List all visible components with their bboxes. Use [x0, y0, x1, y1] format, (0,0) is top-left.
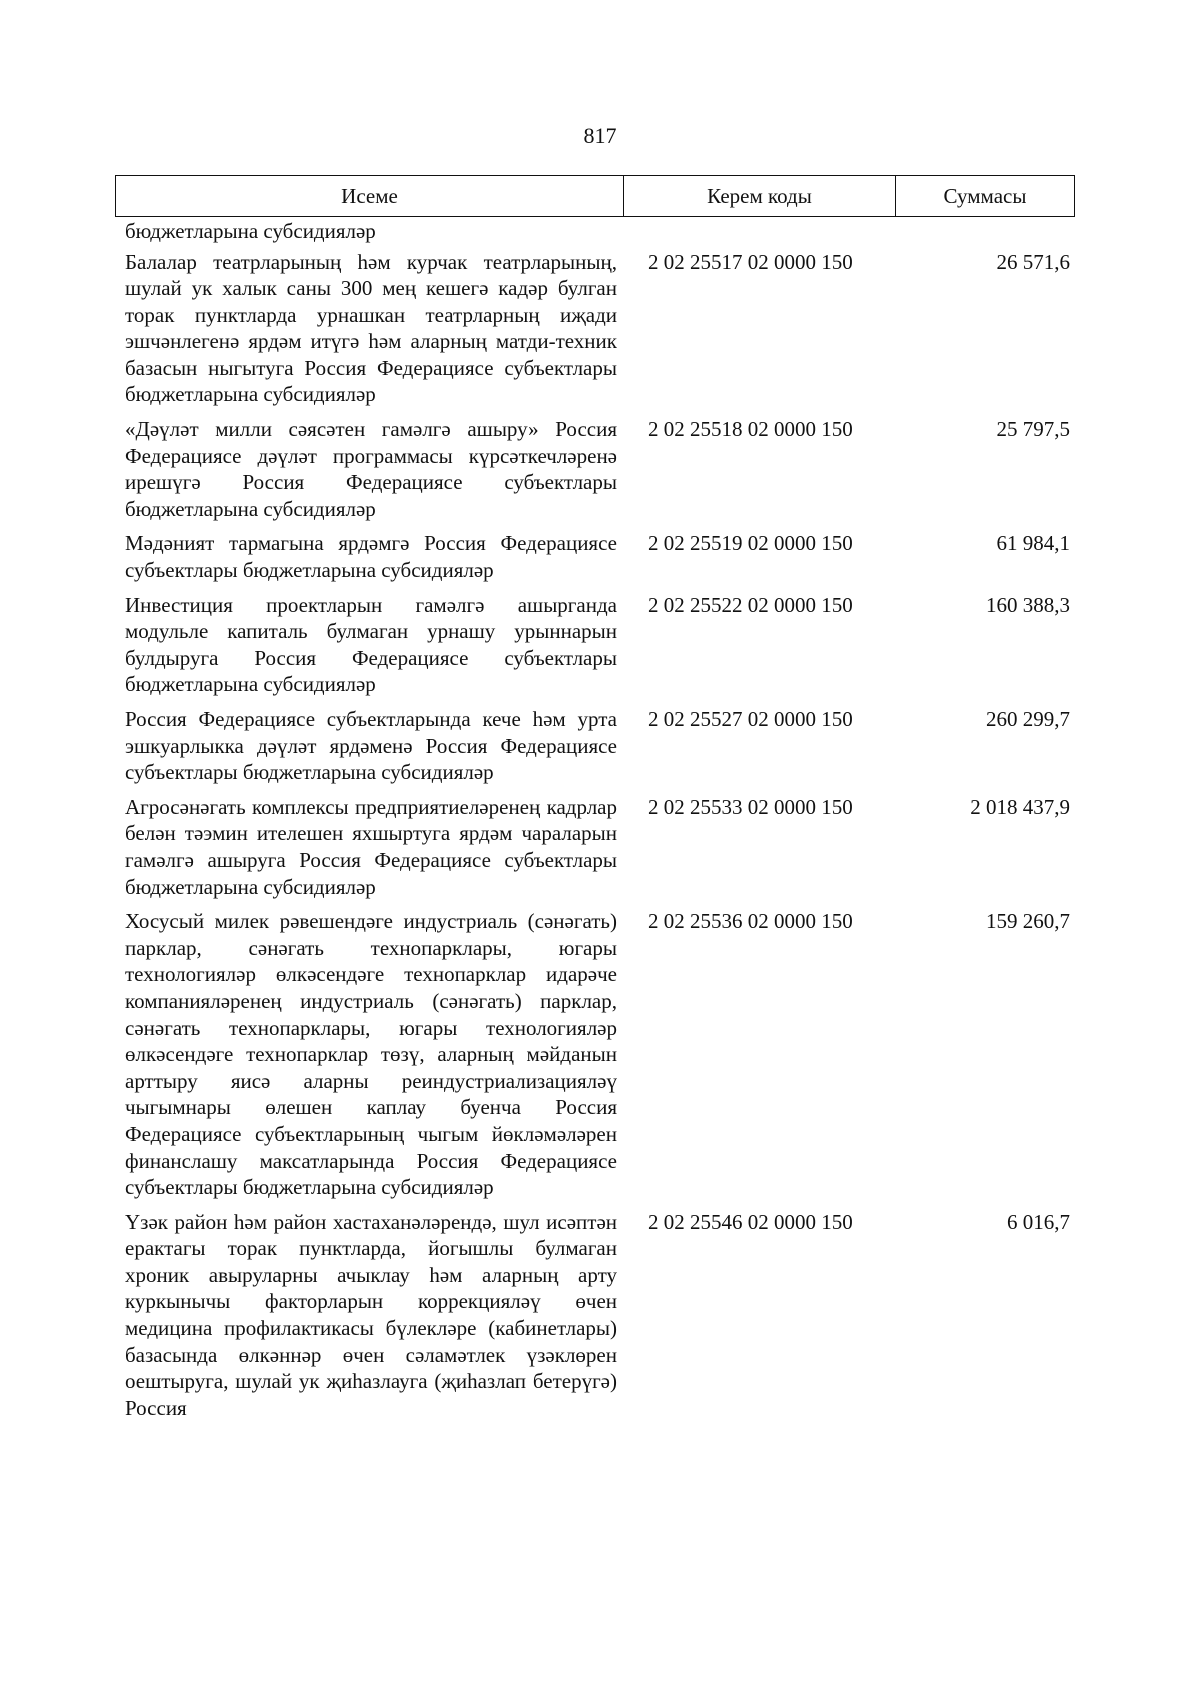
row-code: 2 02 25517 02 0000 150 [648, 249, 853, 274]
table-row [0, 416, 1200, 522]
column-header-sum: Суммасы [943, 183, 1027, 208]
row-sum: 61 984,1 [996, 531, 1070, 556]
table-row [0, 249, 1200, 409]
row-code: 2 02 25527 02 0000 150 [648, 707, 853, 731]
row-code: 2 02 25518 02 0000 150 [648, 417, 853, 442]
row-name: Үзәк район һәм район хастаханәләрендә, шул исәптән ерактагы торак пунктларда, йогышлы булмаган хроник авыруларны ачыклау һәм аларның арту куркынычы факторларын коррекцияләү өчен медицина профилактикасы бүлекләре (кабинетлары) базасында өлкәннәр өчен сәламәтлек үзәклөрен оештыруга, шулай ук җиһазлауга (җиһазлап бетерүгә) Россия [125, 1209, 617, 1420]
row-sum: 160 388,3 [986, 592, 1070, 617]
row-name: «Дәүләт милли сәясәтен гамәлгә ашыру» Россия Федерациясе дәүләт программасы күрсәткечләренә ирешүгә Россия Федерациясе субъектлары бюджетларына субсидияләр [125, 417, 617, 521]
page-number: 817 [583, 123, 617, 148]
row-sum: 159 260,7 [986, 909, 1070, 934]
row-code: 2 02 25536 02 0000 150 [648, 909, 853, 934]
table-row [0, 592, 1200, 698]
row-code: 2 02 25546 02 0000 150 [648, 1209, 853, 1234]
row-code: 2 02 25533 02 0000 150 [648, 794, 853, 819]
table-body [0, 218, 1200, 1429]
row-code: 2 02 25522 02 0000 150 [648, 592, 853, 617]
row-sum: 25 797,5 [996, 417, 1070, 442]
table-row [0, 908, 1200, 1201]
table-row [0, 1209, 1200, 1422]
row-name: Россия Федерациясе субъектларында кече һәм урта эшкуарлыкка дәүләт ярдәменә Россия Федерациясе субъектлары бюджетларына субсидияләр [125, 707, 617, 785]
table-header [115, 175, 1075, 217]
row-name: Балалар театрларының һәм курчак театрларының, шулай ук халык саны 300 мең кешегә кадәр булган торак пунктларда урнашкан театрларның иҗади эшчәнлегенә ярдәм итүгә һәм аларның матди-техник базасын ныгытуга Россия Федерациясе субъектлары бюджетларына субсидияләр [125, 249, 617, 407]
column-header-code: Керем коды [624, 176, 896, 216]
column-header-name: Исеме [116, 176, 624, 216]
table-row [0, 794, 1200, 900]
row-sum: 2 018 437,9 [970, 794, 1070, 819]
table-row [0, 706, 1200, 786]
row-name: Мәдәният тармагына ярдәмгә Россия Федерациясе субъектлары бюджетларына субсидияләр [125, 531, 617, 583]
row-name: Агросәнәгать комплексы предприятиеләренең кадрлар белән тәэмин ителешен яхшыртуга ярдәм чараларын гамәлгә ашыруга Россия Федерациясе субъектлары бюджетларына субсидияләр [125, 794, 617, 899]
row-sum: 26 571,6 [996, 249, 1070, 274]
continuation-text: бюджетларына субсидияләр [125, 219, 376, 243]
row-sum: 6 016,7 [1007, 1209, 1070, 1234]
table-row [0, 530, 1200, 583]
row-sum: 260 299,7 [986, 707, 1070, 731]
row-code: 2 02 25519 02 0000 150 [648, 531, 853, 556]
row-name: Инвестиция проектларын гамәлгә ашырганда модульле капиталь булмаган урнашу урыннарын булдыруга Россия Федерациясе субъектлары бюджетларына субсидияләр [125, 592, 617, 697]
row-name: Хосусый милек рәвешендәге индустриаль (сәнәгать) парклар, сәнәгать технопарклары, югары технологияләр өлкәсендәге технопарклар идарәче компанияләренең индустриаль (сәнәгать) парклар, сәнәгать технопарклары, югары технологияләр өлкәсендәге технопарклар төзү, аларның мәйданын арттыру яисә аларны реиндустриализацияләү чыгымнары өлешен каплау буенча Россия Федерациясе субъектларының чыгым йөкләмәләрен финанслашу максатларында Россия Федерациясе субъектлары бюджетларына субсидияләр [125, 909, 617, 1200]
